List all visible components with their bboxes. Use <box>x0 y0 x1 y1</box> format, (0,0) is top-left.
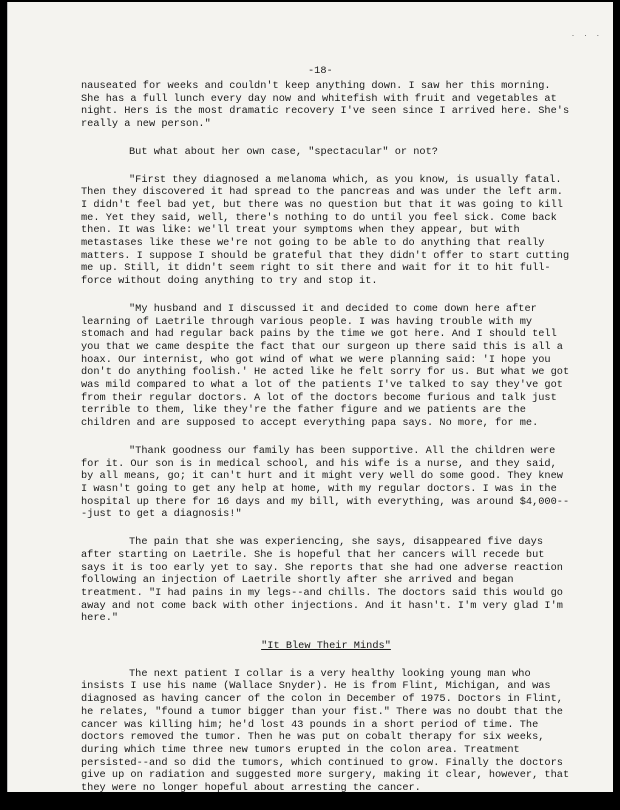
paragraph-5: "Thank goodness our family has been supportive. All the children were for it. Our son is in medical school, and his wife is a nurse, and they said, by all means, go; it can't hurt and it might very well do some good. They knew I wasn't going to get any help at home, with my regular doctors. I was in the hospital up there for 16 days and my bill, with everything, was around $4,000---just to get a diagnosis!" <box>81 444 570 521</box>
paragraph-1: nauseated for weeks and couldn't keep anything down. I saw her this morning. She has a full lunch every day now and whitefish with fruit and vegetables at night. Hers is the most dramatic recovery I've seen since I arrived here. She's really a new person." <box>81 80 570 131</box>
body-text <box>81 80 571 810</box>
page-number: -18- <box>308 65 333 77</box>
paragraph-7: The next patient I collar is a very healthy looking young man who insists I use his name (Wallace Snyder). He is from Flint, Michigan, and was diagnosed as having cancer of the colon in December of 1975. Doctors in Flint, he relates, "found a tumor bigger than your fist." There was no doubt that the cancer was killing him; he'd lost 43 pounds in a short period of time. The doctors removed the tumor. Then he was put on cobalt therapy for six weeks, during which time three new tumors erupted in the colon area. Treatment persisted--and so did the tumors, which continued to grow. Finally the doctors give up on radiation and suggested more surgery, making it clear, however, that they were no longer hopeful about arresting the cancer. <box>81 667 570 795</box>
page-specks: . . . <box>571 30 603 38</box>
section-heading: "It Blew Their Minds" <box>261 640 391 653</box>
document-page <box>7 2 613 795</box>
paragraph-4: "My husband and I discussed it and decided to come down here after learning of Laetrile through various people. I was having trouble with my stomach and had regular back pains by the time we got here. And I should tell you that we came despite the fact that our surgeon up there said this is all a hoax. Our internist, who got wind of what we were planning said: 'I hope you don't do anything foolish.' He acted like he felt sorry for us. But what we got was mild compared to what a lot of the patients I've talked to say they've got from their regular doctors. A lot of the doctors become furious and talk just terrible to them, like they're the father figure and we patients are the children and are supposed to accept everything papa says. No more, for me. <box>81 302 570 430</box>
paragraph-2: But what about her own case, "spectacular" or not? <box>129 145 438 158</box>
paragraph-3: "First they diagnosed a melanoma which, as you know, is usually fatal. Then they discovered it had spread to the pancreas and was under the left arm. I didn't feel bad yet, but there was no question but that it was going to kill me. Yet they said, well, there's nothing to do until you feel sick. Come back then. It was like: we'll treat your symptoms when they appear, but with metastases like these we're not going to be able to do anything that really matters. I suppose I should be grateful that they didn't offer to start cutting me up. Still, it didn't seem right to sit there and wait for it to hit full-force without doing anything to try and stop it. <box>81 173 570 288</box>
paragraph-6: The pain that she was experiencing, she says, disappeared five days after starting on Laetrile. She is hopeful that her cancers will recede but says it is too early yet to say. She reports that she had one adverse reaction following an injection of Laetrile shortly after she arrived and began treatment. "I had pains in my legs--and chills. The doctors said this would go away and not come back with other injections. And it hasn't. I'm very glad I'm here." <box>81 536 563 625</box>
